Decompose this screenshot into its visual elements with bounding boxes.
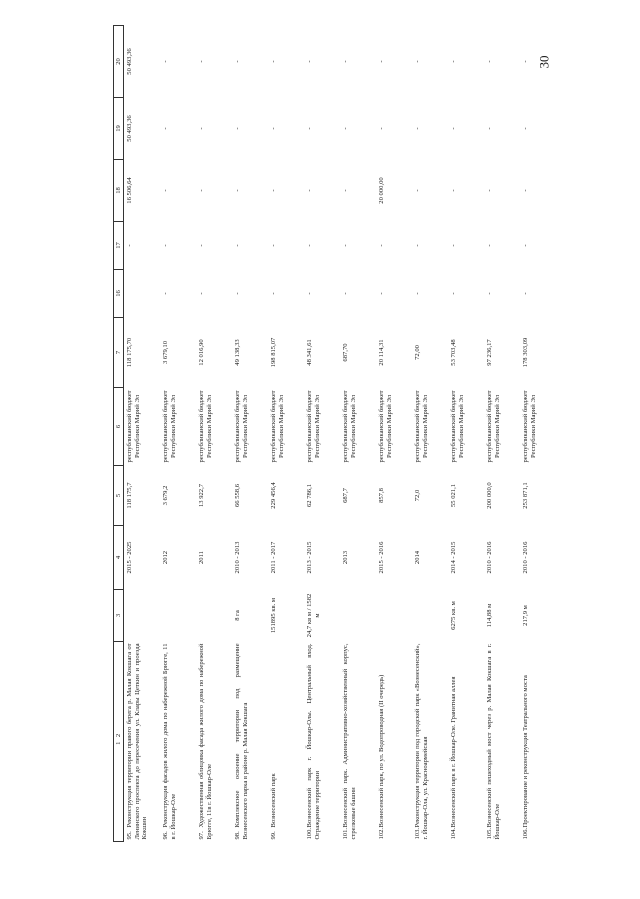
year-cell: -	[486, 292, 493, 295]
object-name-cell	[448, 642, 484, 842]
amount-cell: 118 175,70	[126, 337, 133, 368]
funding-source-cell: республиканский бюджет Республики Марий Эл	[522, 390, 537, 463]
table-row	[304, 26, 340, 842]
year-cell: -	[270, 244, 277, 247]
table-row	[340, 26, 376, 842]
column-header: 18	[114, 160, 124, 222]
cost-cell: 687,7	[342, 488, 349, 503]
year-cell: -	[306, 189, 313, 192]
unit-cell	[196, 590, 232, 642]
unit-cell	[376, 590, 412, 642]
cost-cell: 62 786,1	[306, 483, 313, 508]
year-cell: -	[342, 60, 349, 63]
years-cell: 2015 - 2016	[378, 541, 385, 574]
years-cell: 2014	[414, 550, 421, 565]
year-cell: -	[450, 60, 457, 63]
cost-cell: 72,0	[414, 489, 421, 502]
year-cell: -	[198, 60, 205, 63]
funding-source-cell: республиканский бюджет Республики Марий Эл	[198, 390, 213, 463]
year-cell: -	[162, 292, 169, 295]
object-name: Проектирование и реконструкция Театрального моста	[522, 675, 529, 828]
year-cell: -	[234, 189, 241, 192]
row-number: 105.	[486, 827, 493, 840]
year-cell: -	[234, 127, 241, 130]
year-cell: -	[162, 244, 169, 247]
year-cell: -	[342, 189, 349, 192]
object-name-cell	[376, 642, 412, 842]
year-cell: -	[522, 60, 529, 63]
table-row	[160, 26, 196, 842]
amount-cell: 53 703,48	[450, 339, 457, 366]
unit-cell: 114,88 м	[486, 603, 493, 628]
object-name-cell	[484, 642, 520, 842]
year-cell: -	[486, 244, 493, 247]
column-numbers-row	[114, 26, 124, 842]
row-number: 100.	[306, 827, 313, 840]
amount-cell: 48 341,61	[306, 339, 313, 366]
year-cell: -	[522, 189, 529, 192]
column-header: 6	[114, 388, 124, 466]
object-name-cell	[232, 642, 268, 842]
object-name: Вознесенский пешеходный мост через р. Малая Кокшага в г. Йошкар-Оле	[486, 643, 501, 840]
year-cell: -	[522, 127, 529, 130]
cost-cell: 253 871,1	[522, 482, 529, 509]
year-cell: -	[198, 292, 205, 295]
year-cell: -	[198, 244, 205, 247]
unit-cell	[160, 590, 196, 642]
unit-cell: 8 га	[234, 610, 241, 621]
year-cell: -	[378, 244, 385, 247]
funding-source-cell: республиканский бюджет Республики Марий Эл	[306, 390, 321, 463]
funding-source-cell: республиканский бюджет Республики Марий Эл	[162, 390, 177, 463]
table-row	[484, 26, 520, 842]
year-cell: -	[342, 244, 349, 247]
cost-cell: 118 175,7	[126, 482, 133, 509]
year-cell: -	[486, 60, 493, 63]
year-cell: -	[306, 292, 313, 295]
funding-source-cell: республиканский бюджет Республики Марий Эл	[342, 390, 357, 463]
funding-source-cell: республиканский бюджет Республики Марий Эл	[234, 390, 249, 463]
years-cell: 2013	[342, 550, 349, 565]
year-cell: -	[270, 127, 277, 130]
year-cell: -	[342, 127, 349, 130]
year-cell: -	[486, 189, 493, 192]
year-cell: -	[378, 127, 385, 130]
year-cell: -	[198, 189, 205, 192]
row-number: 104.	[450, 827, 457, 840]
column-header: 5	[114, 466, 124, 526]
year-cell: -	[198, 127, 205, 130]
object-name: Комплексное освоение территории под размещение Вознесенского парка в районе р. Малая Кокшага	[234, 643, 249, 840]
year-cell: 50 493,36	[126, 115, 133, 142]
object-name-cell	[196, 642, 232, 842]
year-cell: 50 493,36	[126, 48, 133, 75]
cost-cell: 13 922,7	[198, 483, 205, 508]
year-cell: -	[270, 60, 277, 63]
year-cell: -	[162, 60, 169, 63]
amount-cell: 178 303,09	[522, 337, 529, 368]
year-cell: -	[522, 244, 529, 247]
years-cell: 2014 - 2015	[450, 541, 457, 574]
row-number: 103.	[414, 827, 421, 840]
cost-cell: 200 000,0	[486, 482, 493, 509]
row-number: 99.	[270, 831, 277, 840]
table-row	[376, 26, 412, 842]
years-cell: 2015 - 2025	[126, 541, 133, 574]
funding-source-cell: республиканский бюджет Республики Марий Эл	[486, 390, 501, 463]
years-cell: 2012	[162, 550, 169, 565]
amount-cell: 198 815,07	[270, 337, 277, 368]
row-number: 97.	[198, 831, 205, 840]
cost-cell: 3 679,2	[162, 485, 169, 506]
year-cell: -	[414, 244, 421, 247]
column-header: 3	[114, 590, 124, 642]
year-cell	[124, 270, 161, 318]
years-cell: 2010 - 2016	[486, 541, 493, 574]
object-name-cell	[304, 642, 340, 842]
cost-cell: 857,8	[378, 488, 385, 503]
table-row	[232, 26, 268, 842]
unit-cell: 6275 кв. м	[450, 601, 457, 630]
unit-cell	[340, 590, 376, 642]
column-header: 12	[114, 642, 124, 842]
table-row	[124, 26, 161, 842]
year-cell: -	[414, 189, 421, 192]
amount-cell: 49 138,33	[234, 339, 241, 366]
object-name: Реконструкция территории под городской парк «Вознесенский», г. Йошкар-Ола, ул. Красноармейская	[414, 643, 429, 840]
column-header: 17	[114, 222, 124, 270]
column-header: 7	[114, 318, 124, 388]
funding-source-cell: республиканский бюджет Республики Марий Эл	[414, 390, 429, 463]
table-body	[124, 26, 557, 842]
row-number: 95.	[126, 831, 133, 840]
row-number: 96.	[162, 831, 169, 840]
year-cell: -	[414, 292, 421, 295]
year-cell: -	[270, 189, 277, 192]
table-row	[196, 26, 232, 842]
year-cell: 20 000,00	[378, 177, 385, 204]
year-cell: 16 506,64	[126, 177, 133, 204]
years-cell: 2010 - 2013	[234, 541, 241, 574]
object-name: Реконструкция фасадов жилого дома по набережной Брюгге, 11 в г. Йошкар-Оле	[162, 643, 177, 840]
row-number: 102.	[378, 827, 385, 840]
object-name: Вознесенский парк г. Йошкар-Олы. Центральный вход. Ограждение территории	[306, 643, 321, 840]
object-name-cell	[340, 642, 376, 842]
unit-cell	[124, 590, 161, 642]
year-cell: -	[270, 292, 277, 295]
unit-cell	[412, 590, 448, 642]
object-name: Вознесенский парк, по ул. Водопроводная (II очередь)	[378, 674, 385, 828]
year-cell: -	[450, 292, 457, 295]
object-name-cell	[160, 642, 196, 842]
row-number: 98.	[234, 831, 241, 840]
funding-source-cell: республиканский бюджет Республики Марий Эл	[270, 390, 285, 463]
object-name-cell	[124, 642, 161, 842]
column-header: 16	[114, 270, 124, 318]
year-cell: -	[306, 244, 313, 247]
cost-cell: 66 558,6	[234, 483, 241, 508]
table-row	[412, 26, 448, 842]
year-cell: -	[450, 127, 457, 130]
year-cell: -	[342, 292, 349, 295]
amount-cell: 3 679,10	[162, 340, 169, 365]
funding-source-cell: республиканский бюджет Республики Марий Эл	[126, 390, 141, 463]
years-cell: 2011 - 2017	[270, 541, 277, 574]
unit-cell: 24,7 кв м / 1582 м	[306, 593, 321, 638]
object-name-cell	[268, 642, 304, 842]
cost-cell: 55 021,1	[450, 483, 457, 508]
amount-cell: 687,70	[342, 343, 349, 362]
object-name: Вознесенский парк	[270, 773, 277, 828]
year-cell: -	[414, 127, 421, 130]
column-header: 4	[114, 526, 124, 590]
year-cell: -	[234, 60, 241, 63]
object-name: Вознесенский парк в г. Йошкар-Оле. Гранитная аллея	[450, 676, 457, 828]
unit-cell: 217,9 м	[522, 605, 529, 626]
cost-cell: 229 456,4	[270, 482, 277, 509]
investment-table	[113, 25, 556, 842]
object-name-cell	[412, 642, 448, 842]
amount-cell: 20 114,31	[378, 339, 385, 366]
funding-source-cell: республиканский бюджет Республики Марий Эл	[450, 390, 465, 463]
year-cell: -	[162, 189, 169, 192]
year-cell: -	[522, 292, 529, 295]
unit-cell: 151895 кв. м	[270, 597, 277, 634]
object-name: Реконструкция территории правого берега р. Малая Кокшага от Ленинского проспекта до пересечения ул. Клары Цеткин и проезда Кокшин	[126, 643, 149, 840]
column-header: 19	[114, 98, 124, 160]
amount-cell: 72,00	[414, 345, 421, 360]
years-cell: 2013 - 2015	[306, 541, 313, 574]
years-cell: 2011	[198, 551, 205, 564]
years-cell: 2010 - 2016	[522, 541, 529, 574]
year-cell: -	[162, 127, 169, 130]
amount-cell: 97 236,17	[486, 339, 493, 366]
object-name: Художественная облицовка фасада жилого дома по набережной Брюгге, 11в г. Йошкар-Оле	[198, 643, 213, 840]
year-cell: -	[306, 127, 313, 130]
funding-source-cell: республиканский бюджет Республики Марий Эл	[378, 390, 393, 463]
year-cell: -	[486, 127, 493, 130]
year-cell: -	[414, 60, 421, 63]
table-row	[520, 26, 556, 842]
object-name: Вознесенский парк. Административно-хозяйственный корпус, стрелковые башни	[342, 643, 357, 840]
rotated-table-container	[113, 26, 537, 842]
year-cell: -	[306, 60, 313, 63]
year-cell: -	[234, 292, 241, 295]
year-cell: -	[234, 244, 241, 247]
object-name-cell	[520, 642, 556, 842]
year-cell: -	[378, 292, 385, 295]
year-cell: -	[450, 189, 457, 192]
year-cell: -	[378, 60, 385, 63]
amount-cell: 12 016,90	[198, 339, 205, 366]
row-number: 106.	[522, 827, 529, 840]
year-cell: -	[450, 244, 457, 247]
row-number: 101.	[342, 827, 349, 840]
page-number: 30	[536, 55, 551, 69]
table-row	[268, 26, 304, 842]
year-cell: -	[126, 244, 133, 247]
table-row	[448, 26, 484, 842]
column-header: 20	[114, 26, 124, 98]
